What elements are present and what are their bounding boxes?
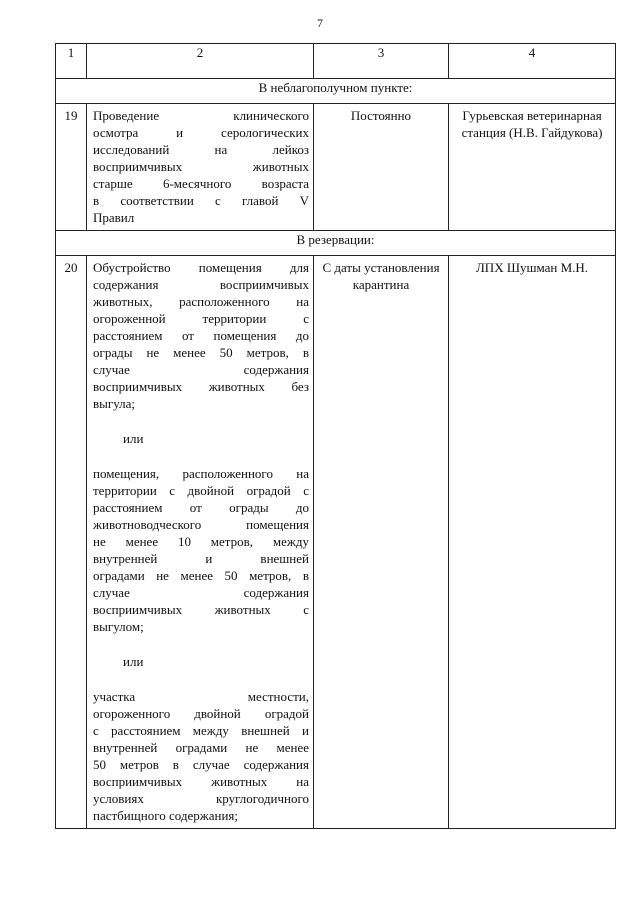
- section-title: В неблагополучном пункте:: [56, 79, 616, 104]
- text-line: восприимчивых животных на: [93, 774, 309, 789]
- text-line: условиях круглогодичного: [93, 791, 309, 806]
- section-row: [56, 79, 616, 104]
- period-cell: С даты установления карантина: [314, 256, 449, 829]
- measure-description: [87, 256, 314, 829]
- responsible-cell: ЛПХ Шушман М.Н.: [449, 256, 616, 829]
- text-line: выгулом;: [93, 619, 144, 634]
- text-line: восприимчивых животных без: [93, 379, 309, 394]
- text-line: Обустройство помещения для: [93, 260, 309, 275]
- section-title: В резервации:: [56, 231, 616, 256]
- text-line: расстоянием от помещения до: [93, 328, 309, 343]
- table-row: [56, 256, 616, 829]
- text-line: животноводческого помещения: [93, 517, 309, 532]
- text-line: территории с двойной оградой с: [93, 483, 309, 498]
- text-line: старше 6-месячного возраста: [93, 176, 309, 191]
- page-number: 7: [317, 16, 323, 30]
- text-line: оградами не менее 50 метров, в: [93, 568, 309, 583]
- text-line: внутренней и внешней: [93, 551, 309, 566]
- text-line: не менее 10 метров, между: [93, 534, 309, 549]
- text-line: в соответствии с главой V: [93, 193, 309, 208]
- period-cell: Постоянно: [314, 104, 449, 231]
- text-line: внутренней оградами не менее: [93, 740, 309, 755]
- column-header: 3: [314, 44, 449, 79]
- text-line: расстоянием от ограды до: [93, 500, 309, 515]
- section-row: [56, 231, 616, 256]
- text-line: Проведение клинического: [93, 108, 309, 123]
- row-number: 20: [56, 256, 87, 829]
- text-line: исследований на лейкоз: [93, 142, 309, 157]
- text-line: помещения, расположенного на: [93, 466, 309, 481]
- text-line: 50 метров в случае содержания: [93, 757, 309, 772]
- text-line: восприимчивых животных: [93, 159, 309, 174]
- measure-description: [87, 104, 314, 231]
- responsible-cell: Гурьевская ветеринарная станция (Н.В. Гайдукова): [449, 104, 616, 231]
- text-line: содержания восприимчивых: [93, 277, 309, 292]
- text-line: животных, расположенного на: [93, 294, 309, 309]
- header-row: [56, 44, 616, 79]
- text-line: огороженной территории с: [93, 311, 309, 326]
- text-line: Правил: [93, 210, 135, 225]
- text-line: восприимчивых животных с: [93, 602, 309, 617]
- text-line: ограды не менее 50 метров, в: [93, 345, 309, 360]
- text-line: осмотра и серологических: [93, 125, 309, 140]
- column-header: 4: [449, 44, 616, 79]
- row-number: 19: [56, 104, 87, 231]
- text-line: выгула;: [93, 396, 136, 411]
- or-separator: или: [123, 654, 144, 669]
- column-header: 2: [87, 44, 314, 79]
- column-header: 1: [56, 44, 87, 79]
- measures-table: [55, 43, 616, 829]
- text-line: участка местности,: [93, 689, 309, 704]
- text-line: огороженного двойной оградой: [93, 706, 309, 721]
- table-row: [56, 104, 616, 231]
- text-line: с расстоянием между внешней и: [93, 723, 309, 738]
- or-separator: или: [123, 431, 144, 446]
- text-line: случае содержания: [93, 585, 309, 600]
- text-line: случае содержания: [93, 362, 309, 377]
- text-line: пастбищного содержания;: [93, 808, 239, 823]
